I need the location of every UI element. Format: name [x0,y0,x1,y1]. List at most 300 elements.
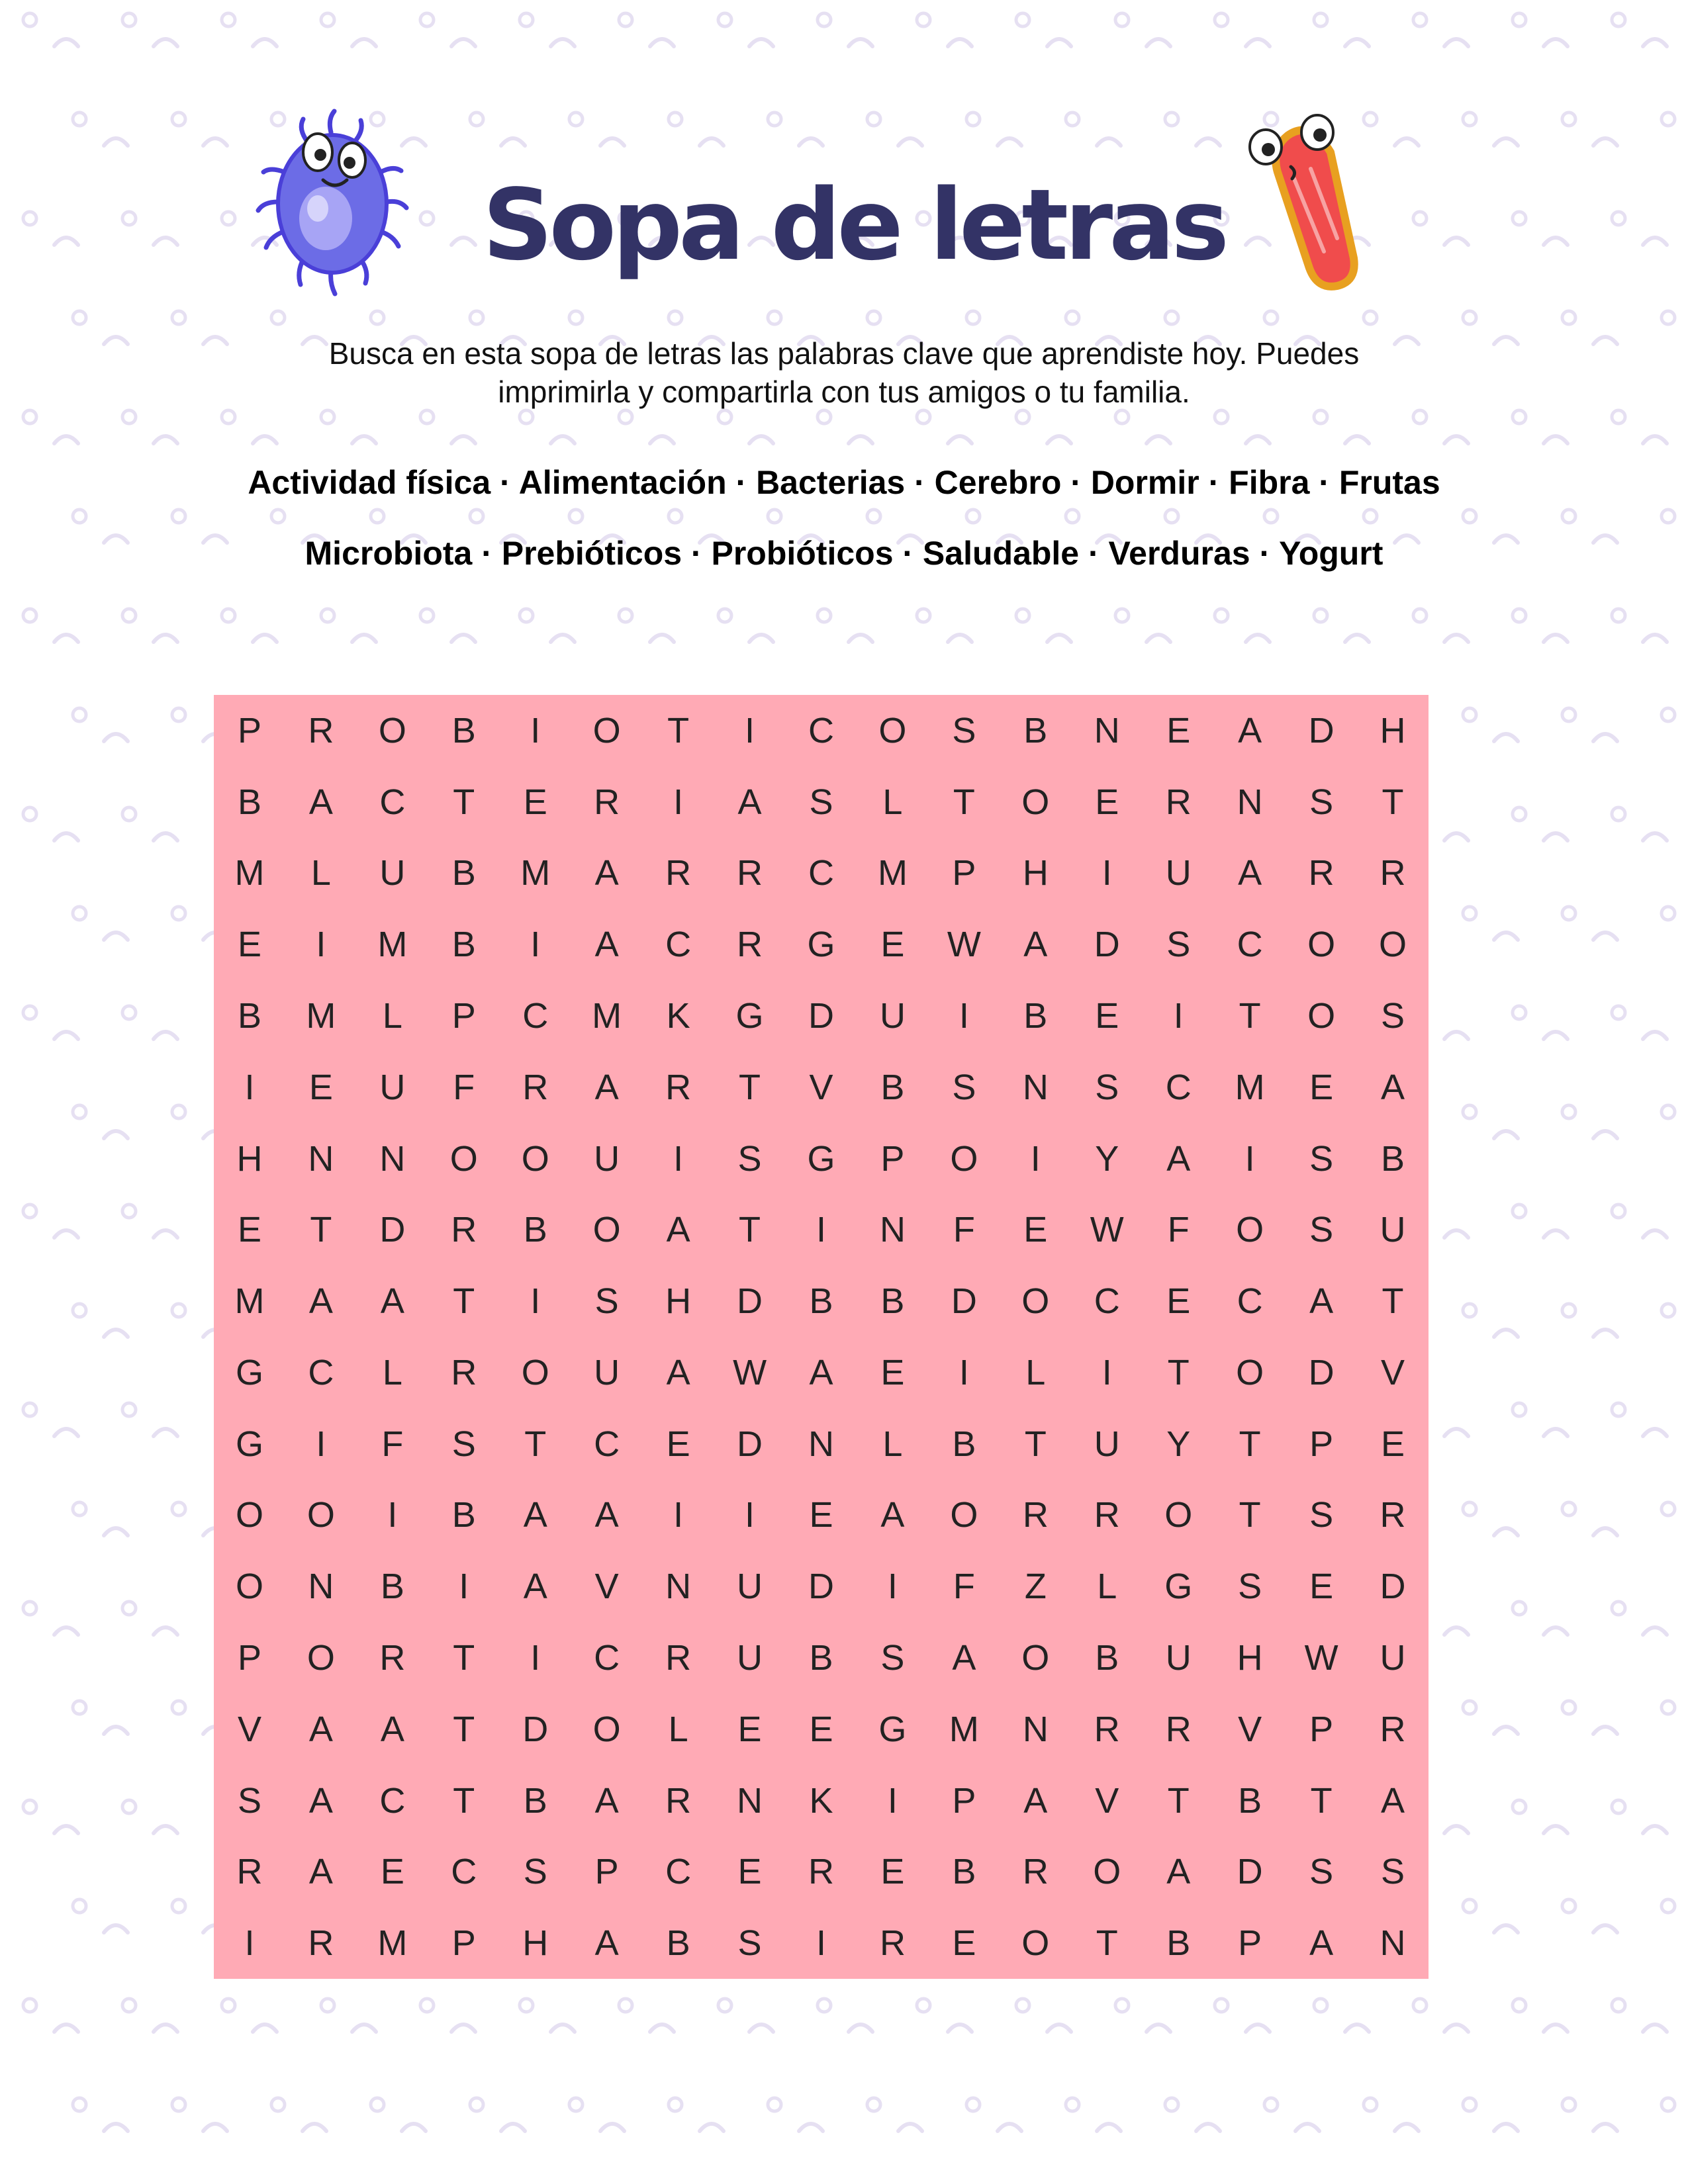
grid-cell: O [1236,1352,1264,1392]
grid-cell: L [882,1424,903,1464]
grid-cell: S [952,1067,976,1107]
grid-cell: M [949,1709,979,1749]
grid-cell: A [594,853,619,893]
grid-cell: A [308,782,333,822]
grid-cell: R [308,1923,334,1964]
grid-cell: O [449,1138,478,1179]
grid-cell: G [807,925,835,965]
grid-cell: C [1165,1067,1192,1107]
grid-cell: C [808,710,834,751]
grid-cell: U [1165,853,1192,893]
grid-cell: A [380,1281,404,1322]
grid-cell: T [739,1067,761,1107]
grid-cell: E [1381,1424,1405,1464]
grid-cell: O [878,710,907,751]
grid-cell: A [523,1567,547,1607]
grid-cell: I [244,1923,255,1964]
grid-cell: R [1165,782,1192,822]
grid-cell: A [666,1210,690,1250]
grid-cell: A [1238,853,1262,893]
grid-cell: P [451,1923,476,1964]
grid-cell: I [745,1495,755,1535]
grid-cell: T [739,1210,761,1250]
grid-cell: B [952,1852,976,1892]
grid-cell: T [1382,1281,1404,1322]
grid-cell: U [594,1138,620,1179]
grid-cell: H [522,1923,549,1964]
grid-cell: D [522,1709,549,1749]
grid-cell: W [947,925,981,965]
grid-cell: B [1023,995,1048,1036]
grid-cell: V [1095,1780,1119,1821]
grid-cell: A [308,1709,333,1749]
grid-cell: U [1094,1424,1120,1464]
grid-cell: S [1095,1067,1119,1107]
grid-cell: O [1093,1852,1121,1892]
grid-cell: E [880,1852,905,1892]
grid-cell: O [592,710,621,751]
grid-cell: Y [1095,1138,1119,1179]
grid-cell: S [1381,995,1405,1036]
grid-cell: S [237,1780,261,1821]
grid-cell: R [451,1352,477,1392]
grid-cell: K [809,1780,833,1821]
grid-cell: M [520,853,551,893]
grid-cell: N [808,1424,834,1464]
grid-cell: S [1166,925,1191,965]
grid-cell: B [952,1424,976,1464]
grid-cell: O [592,1709,621,1749]
grid-cell: U [379,1067,406,1107]
grid-cell: A [308,1780,333,1821]
grid-cell: C [522,995,549,1036]
grid-cell: A [1023,1780,1048,1821]
grid-cell: E [1166,1281,1191,1322]
grid-cell: T [453,1780,475,1821]
grid-cell: E [737,1852,762,1892]
grid-cell: A [380,1709,404,1749]
grid-cell: A [666,1352,690,1392]
grid-cell: H [1380,710,1406,751]
grid-cell: A [1238,710,1262,751]
grid-cell: T [1239,1424,1261,1464]
grid-cell: U [1165,1637,1192,1678]
grid-cell: I [816,1923,826,1964]
grid-cell: B [523,1210,547,1250]
grid-cell: B [809,1637,833,1678]
grid-cell: Y [1166,1424,1191,1464]
grid-cell: R [737,853,763,893]
grid-cell: E [380,1852,404,1892]
grid-cell: A [809,1352,833,1392]
grid-cell: T [453,782,475,822]
grid-cell: V [594,1567,619,1607]
grid-cell: S [809,782,833,822]
grid-cell: E [237,1210,261,1250]
grid-cell: M [306,995,336,1036]
grid-cell: F [453,1067,475,1107]
grid-cell: D [1308,710,1335,751]
grid-cell: M [592,995,622,1036]
grid-cell: I [673,1495,684,1535]
grid-cell: O [1307,925,1336,965]
grid-cell: B [380,1567,404,1607]
grid-cell: U [1380,1637,1406,1678]
grid-cell: A [523,1495,547,1535]
grid-cell: L [1097,1567,1117,1607]
grid-cell: D [808,1567,834,1607]
grid-cell: O [1164,1495,1193,1535]
grid-cell: T [1239,1495,1261,1535]
grid-cell: R [451,1210,477,1250]
grid-cell: I [887,1780,898,1821]
grid-cell: A [1309,1281,1334,1322]
grid-cell: W [733,1352,767,1392]
grid-cell: R [1094,1495,1120,1535]
grid-cell: R [665,1067,692,1107]
page-title: Sopa de letras [482,168,1226,282]
grid-cell: R [879,1923,906,1964]
grid-cell: W [1304,1637,1338,1678]
grid-cell: I [1102,853,1112,893]
grid-cell: F [953,1210,975,1250]
grid-cell: B [880,1067,905,1107]
grid-cell: B [451,1495,476,1535]
grid-cell: I [530,1637,541,1678]
grid-cell: N [1380,1923,1406,1964]
grid-cell: U [1380,1210,1406,1250]
grid-cell: A [1381,1067,1405,1107]
grid-cell: S [737,1923,762,1964]
grid-cell: Z [1024,1567,1047,1607]
grid-cell: T [1024,1424,1047,1464]
grid-cell: B [666,1923,690,1964]
grid-cell: A [594,1067,619,1107]
grid-cell: T [1310,1780,1333,1821]
grid-cell: G [1164,1567,1193,1607]
grid-cell: E [1166,710,1191,751]
grid-cell: N [737,1780,763,1821]
grid-cell: N [1022,1067,1049,1107]
grid-cell: R [308,710,334,751]
grid-cell: M [377,925,408,965]
grid-cell: T [1167,1780,1190,1821]
grid-cell: O [950,1495,978,1535]
grid-cell: I [745,710,755,751]
grid-cell: I [959,995,969,1036]
grid-cell: P [1309,1709,1334,1749]
grid-cell: B [1381,1138,1405,1179]
grid-cell: O [1379,925,1407,965]
grid-cell: L [382,1352,402,1392]
grid-cell: A [1166,1138,1191,1179]
grid-cell: B [880,1281,905,1322]
grid-cell: N [665,1567,692,1607]
word-list-line-1: Actividad física · Alimentación · Bacterias · Cerebro · Dormir · Fibra · Frutas [248,464,1440,501]
grid-cell: T [524,1424,547,1464]
grid-cell: E [737,1709,762,1749]
grid-cell: U [594,1352,620,1392]
grid-cell: V [809,1067,833,1107]
grid-cell: T [1167,1352,1190,1392]
grid-cell: E [1309,1567,1334,1607]
grid-cell: T [310,1210,332,1250]
grid-cell: E [1095,782,1119,822]
grid-cell: S [737,1138,762,1179]
grid-cell: R [1380,1495,1406,1535]
grid-cell: I [316,1424,326,1464]
grid-cell: B [1095,1637,1119,1678]
grid-cell: B [1023,710,1048,751]
grid-cell: U [379,853,406,893]
grid-cell: U [737,1567,763,1607]
grid-cell: D [737,1424,763,1464]
grid-cell: R [665,853,692,893]
grid-cell: E [308,1067,333,1107]
grid-cell: T [453,1281,475,1322]
grid-cell: C [665,1852,692,1892]
grid-cell: R [1308,853,1335,893]
grid-cell: S [952,710,976,751]
grid-cell: B [451,710,476,751]
grid-cell: D [1094,925,1120,965]
grid-cell: P [952,1780,976,1821]
grid-cell: D [1380,1567,1406,1607]
grid-cell: P [952,853,976,893]
grid-cell: M [377,1923,408,1964]
grid-cell: O [521,1138,549,1179]
grid-cell: S [1309,782,1334,822]
grid-cell: P [451,995,476,1036]
grid-cell: N [379,1138,406,1179]
instructions-line-1: Busca en esta sopa de letras las palabras clave que aprendiste hoy. Puedes [328,336,1360,371]
grid-cell: B [809,1281,833,1322]
grid-cell: B [237,995,261,1036]
word-list-line-2: Microbiota · Prebióticos · Probióticos · Saludable · Verduras · Yogurt [305,535,1383,572]
grid-cell: C [1237,925,1263,965]
grid-cell: I [530,710,541,751]
grid-cell: A [1309,1923,1334,1964]
grid-cell: E [809,1495,833,1535]
grid-cell: L [1025,1352,1046,1392]
grid-cell: R [522,1067,549,1107]
grid-cell: I [1244,1138,1255,1179]
grid-cell: L [668,1709,688,1749]
grid-cell: E [523,782,547,822]
grid-cell: O [378,710,406,751]
grid-cell: A [308,1852,333,1892]
grid-cell: O [950,1138,978,1179]
grid-cell: S [880,1637,905,1678]
grid-cell: C [594,1637,620,1678]
grid-cell: G [235,1352,263,1392]
grid-cell: C [379,782,406,822]
grid-cell: C [379,1780,406,1821]
grid-cell: C [308,1352,334,1392]
grid-cell: L [310,853,331,893]
grid-cell: D [1308,1352,1335,1392]
grid-cell: T [453,1637,475,1678]
red-bacterium-icon [1231,106,1377,298]
grid-cell: E [1095,995,1119,1036]
grid-cell: R [594,782,620,822]
grid-cell: R [1022,1852,1049,1892]
grid-cell: O [235,1567,263,1607]
grid-cell: R [665,1780,692,1821]
grid-cell: H [1237,1637,1263,1678]
grid-cell: R [1165,1709,1192,1749]
grid-cell: M [877,853,908,893]
grid-cell: I [244,1067,255,1107]
grid-cell: A [308,1281,333,1322]
grid-cell: S [1238,1567,1262,1607]
grid-cell: C [665,925,692,965]
grid-cell: U [879,995,906,1036]
grid-cell: I [387,1495,398,1535]
grid-cell: C [1237,1281,1263,1322]
grid-cell: B [237,782,261,822]
grid-cell: N [308,1567,334,1607]
grid-cell: V [1238,1709,1262,1749]
grid-cell: F [953,1567,975,1607]
grid-cell: P [1238,1923,1262,1964]
grid-cell: I [530,1281,541,1322]
grid-cell: I [316,925,326,965]
grid-cell: E [1023,1210,1048,1250]
grid-cell: E [809,1709,833,1749]
grid-cell: O [1021,1923,1050,1964]
grid-cell: I [887,1567,898,1607]
grid-cell: E [880,925,905,965]
grid-cell: O [235,1495,263,1535]
grid-cell: S [1309,1138,1334,1179]
grid-cell: M [1235,1067,1265,1107]
grid-cell: H [665,1281,692,1322]
grid-cell: V [237,1709,261,1749]
grid-cell: S [1309,1495,1334,1535]
grid-cell: E [237,925,261,965]
grid-cell: O [592,1210,621,1250]
grid-cell: F [1167,1210,1190,1250]
grid-cell: L [382,995,402,1036]
grid-cell: I [673,1138,684,1179]
grid-cell: S [523,1852,547,1892]
grid-cell: L [882,782,903,822]
grid-cell: P [237,710,261,751]
grid-cell: B [451,925,476,965]
grid-cell: I [1030,1138,1041,1179]
grid-cell: I [959,1352,969,1392]
grid-cell: R [665,1637,692,1678]
grid-cell: R [1380,853,1406,893]
grid-cell: O [1021,1281,1050,1322]
grid-cell: N [1094,710,1120,751]
grid-cell: C [808,853,834,893]
grid-cell: S [1309,1210,1334,1250]
grid-cell: H [1022,853,1049,893]
grid-cell: I [673,782,684,822]
grid-cell: I [1173,995,1184,1036]
grid-cell: R [1380,1709,1406,1749]
grid-cell: N [1022,1709,1049,1749]
grid-cell: N [1237,782,1263,822]
grid-cell: N [879,1210,906,1250]
letter-grid [214,695,1429,1979]
grid-cell: P [1309,1424,1334,1464]
grid-cell: R [379,1637,406,1678]
grid-cell: T [1096,1923,1118,1964]
grid-cell: T [1239,995,1261,1036]
grid-cell: R [236,1852,263,1892]
grid-cell: I [1102,1352,1112,1392]
grid-cell: A [1381,1780,1405,1821]
grid-cell: A [1166,1852,1191,1892]
grid-cell: R [1094,1709,1120,1749]
grid-cell: A [594,925,619,965]
grid-cell: S [1309,1852,1334,1892]
grid-cell: S [1381,1852,1405,1892]
grid-cell: D [808,995,834,1036]
grid-cell: B [1238,1780,1262,1821]
grid-cell: V [1381,1352,1405,1392]
grid-cell: I [530,925,541,965]
grid-cell: D [737,1281,763,1322]
grid-cell: D [379,1210,406,1250]
purple-microbe-icon [252,106,410,298]
grid-cell: K [666,995,690,1036]
grid-cell: P [594,1852,619,1892]
grid-cell: N [308,1138,334,1179]
grid-cell: E [952,1923,976,1964]
grid-cell: C [451,1852,477,1892]
grid-cell: E [880,1352,905,1392]
grid-cell: T [1382,782,1404,822]
grid-cell: O [1307,995,1336,1036]
grid-cell: B [451,853,476,893]
grid-cell: O [1021,782,1050,822]
grid-cell: A [880,1495,905,1535]
grid-cell: M [234,853,265,893]
grid-cell: B [523,1780,547,1821]
grid-cell: S [451,1424,476,1464]
grid-cell: B [1166,1923,1191,1964]
grid-cell: M [234,1281,265,1322]
grid-cell: C [1094,1281,1120,1322]
grid-cell: A [737,782,762,822]
grid-cell: T [953,782,975,822]
grid-cell: D [1237,1852,1263,1892]
grid-cell: F [381,1424,404,1464]
grid-cell: G [878,1709,907,1749]
grid-cell: R [1022,1495,1049,1535]
grid-cell: E [666,1424,690,1464]
grid-cell: T [453,1709,475,1749]
grid-cell: I [816,1210,826,1250]
instructions-line-2: imprimirla y compartirla con tus amigos o tu familia. [498,375,1190,409]
grid-cell: H [236,1138,263,1179]
grid-cell: D [951,1281,977,1322]
grid-cell: T [667,710,690,751]
grid-cell: P [237,1637,261,1678]
grid-cell: A [1023,925,1048,965]
grid-cell: O [1236,1210,1264,1250]
grid-cell: G [735,995,764,1036]
grid-cell: A [952,1637,976,1678]
grid-cell: S [594,1281,619,1322]
grid-cell: R [808,1852,834,1892]
grid-cell: O [306,1495,335,1535]
grid-cell: G [235,1424,263,1464]
